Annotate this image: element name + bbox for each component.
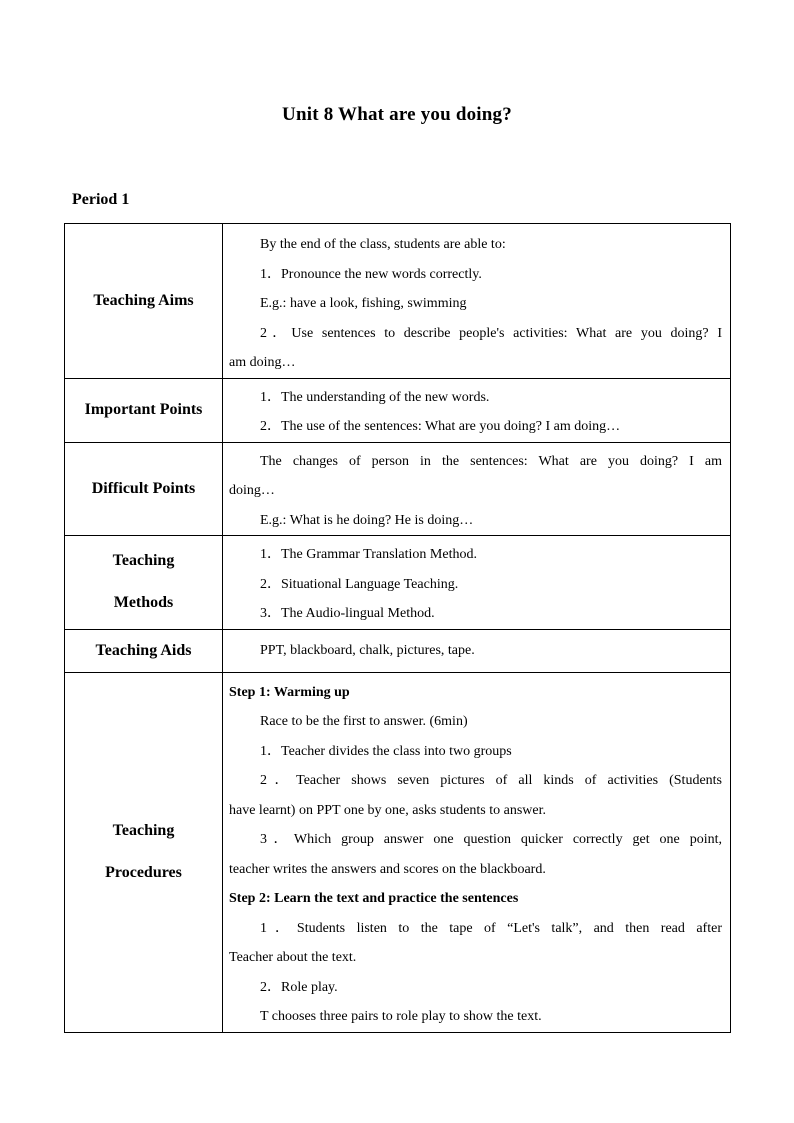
teaching-aids-label: Teaching Aids (65, 629, 223, 672)
teaching-methods-content (223, 536, 731, 630)
difficult-points-row (65, 442, 731, 536)
teaching-aims-row (65, 224, 731, 379)
lesson-plan-table (64, 223, 731, 1033)
procedure-line: 3．Which group answer one question quicker correctly get one point, (260, 832, 722, 847)
aims-line: am doing… (229, 355, 296, 370)
important-line: 1．The understanding of the new words. (260, 389, 490, 405)
important-line: 2．The use of the sentences: What are you doing? I am doing… (260, 419, 621, 434)
teaching-aims-content (223, 224, 731, 379)
aims-line: E.g.: have a look, fishing, swimming (260, 296, 467, 311)
teaching-aims-label: Teaching Aims (65, 224, 223, 379)
aids-line: PPT, blackboard, chalk, pictures, tape. (260, 642, 475, 658)
methods-line: 2．Situational Language Teaching. (260, 576, 459, 592)
teaching-methods-label-line1: Teaching (112, 552, 175, 570)
procedure-line: have learnt) on PPT one by one, asks students to answer. (229, 802, 547, 818)
procedure-line: 1．Students listen to the tape of “Let's talk”, and then read after (260, 920, 722, 936)
methods-line: 3．The Audio-lingual Method. (260, 606, 435, 621)
procedure-line: T chooses three pairs to role play to show the text. (260, 1009, 542, 1024)
procedure-line: Race to be the first to answer. (6min) (260, 714, 468, 729)
step-heading: Step 2: Learn the text and practice the sentences (229, 891, 519, 906)
procedure-line: teacher writes the answers and scores on the blackboard. (229, 861, 546, 877)
teaching-procedures-row (65, 672, 731, 1032)
aims-line: 2．Use sentences to describe people's activities: What are you doing? I (260, 325, 722, 341)
important-points-label: Important Points (65, 378, 223, 442)
difficult-line: E.g.: What is he doing? He is doing… (260, 512, 474, 528)
teaching-procedures-label-line1: Teaching (112, 822, 175, 839)
difficult-points-label: Difficult Points (65, 442, 223, 536)
procedure-line: 1．Teacher divides the class into two groups (260, 743, 512, 759)
procedure-line: 2．Teacher shows seven pictures of all kinds of activities (Students (260, 773, 722, 788)
teaching-methods-row (65, 536, 731, 630)
aims-line: 1．Pronounce the new words correctly. (260, 266, 482, 282)
teaching-procedures-content (223, 672, 731, 1032)
period-heading: Period 1 (72, 191, 130, 208)
methods-line: 1．The Grammar Translation Method. (260, 547, 477, 562)
important-points-content (223, 378, 731, 442)
document-title: Unit 8 What are you doing? (282, 104, 512, 125)
teaching-procedures-label (65, 672, 223, 1032)
procedure-line: Teacher about the text. (229, 950, 357, 965)
aims-line: By the end of the class, students are able to: (260, 237, 506, 252)
step-heading: Step 1: Warming up (229, 684, 350, 700)
teaching-methods-label-line2: Methods (113, 594, 174, 612)
difficult-points-content (223, 442, 731, 536)
procedure-line: 2．Role play. (260, 979, 338, 995)
important-points-row (65, 378, 731, 442)
teaching-methods-label (65, 536, 223, 630)
teaching-aids-content (223, 629, 731, 672)
teaching-aids-row (65, 629, 731, 672)
difficult-line: doing… (229, 483, 275, 498)
teaching-procedures-label-line2: Procedures (105, 864, 182, 881)
difficult-line: The changes of person in the sentences: What are you doing? I am (260, 453, 722, 469)
